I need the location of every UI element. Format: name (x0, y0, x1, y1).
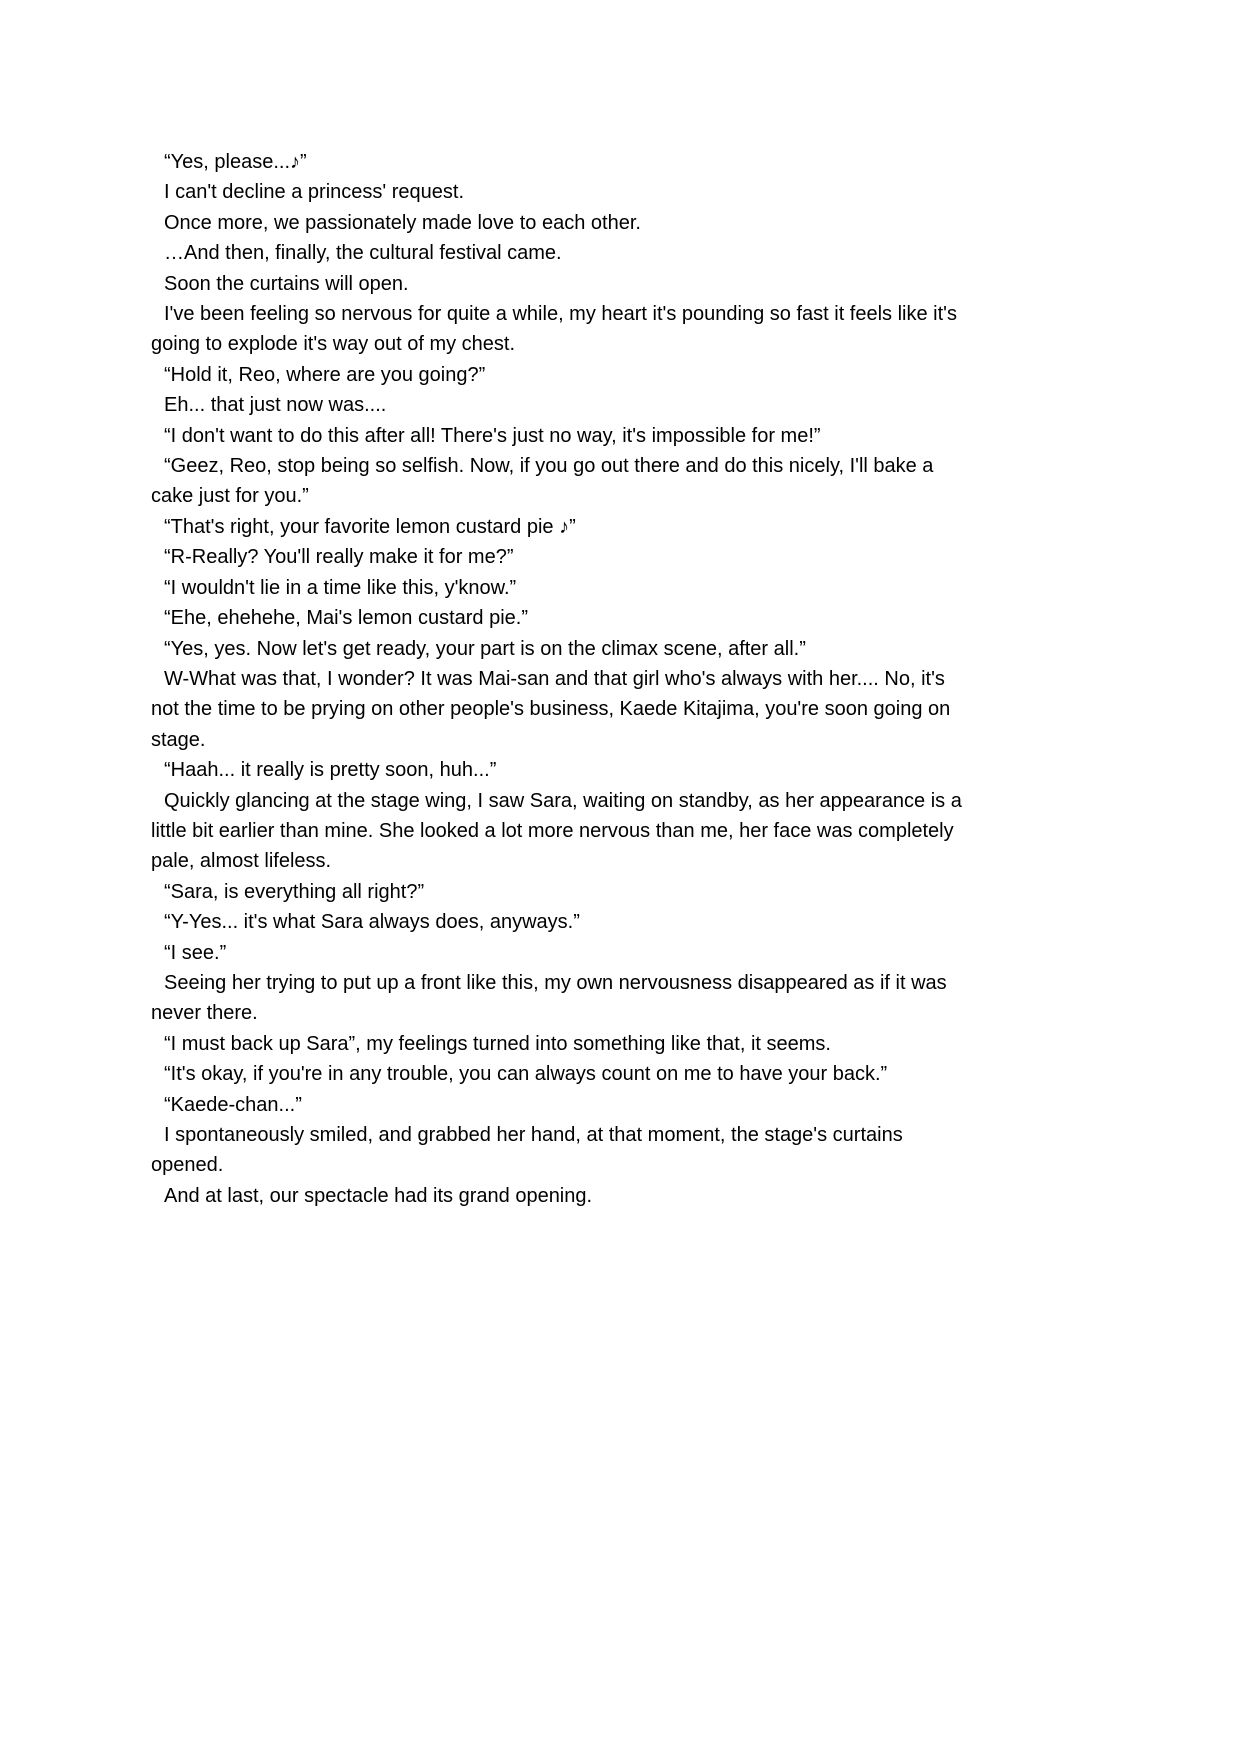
text-line: not the time to be prying on other people's business, Kaede Kitajima, you're soon going on (151, 698, 951, 721)
text-line: going to explode it's way out of my chest. (151, 333, 516, 356)
text-line: “Sara, is everything all right?” (164, 880, 425, 903)
text-line: I spontaneously smiled, and grabbed her hand, at that moment, the stage's curtains (164, 1124, 903, 1146)
text-line: “I don't want to do this after all! There's just no way, it's impossible for me!” (164, 424, 821, 447)
text-line: “I wouldn't lie in a time like this, y'know.” (164, 576, 517, 599)
text-line: “Yes, please...♪” (164, 151, 307, 173)
text-line: Eh... that just now was.... (164, 394, 387, 417)
text-line: “I must back up Sara”, my feelings turned into something like that, it seems. (164, 1032, 831, 1055)
text-line: “Y-Yes... it's what Sara always does, anyways.” (164, 911, 580, 934)
text-line: Once more, we passionately made love to each other. (164, 211, 641, 234)
text-line: cake just for you.” (151, 485, 309, 508)
text-line: And at last, our spectacle had its grand opening. (164, 1184, 593, 1207)
text-line: “It's okay, if you're in any trouble, you can always count on me to have your back.” (164, 1063, 888, 1086)
text-line: “That's right, your favorite lemon custard pie ♪” (164, 515, 576, 538)
text-line: Quickly glancing at the stage wing, I saw Sara, waiting on standby, as her appearance is a (164, 789, 962, 812)
document-page (151, 147, 1091, 1211)
text-line: “Yes, yes. Now let's get ready, your part is on the climax scene, after all.” (164, 637, 806, 660)
text-line: “Ehe, ehehehe, Mai's lemon custard pie.” (164, 607, 529, 630)
text-line: pale, almost lifeless. (151, 850, 332, 873)
text-line: little bit earlier than mine. She looked a lot more nervous than me, her face was completely (151, 819, 954, 842)
text-line: I've been feeling so nervous for quite a while, my heart it's pounding so fast it feels like it's (164, 303, 957, 326)
text-line: stage. (151, 728, 206, 751)
text-line: “R-Really? You'll really make it for me?” (164, 546, 514, 569)
text-line: W-What was that, I wonder? It was Mai-san and that girl who's always with her.... No, it's (164, 667, 945, 690)
text-line: …And then, finally, the cultural festival came. (164, 242, 562, 265)
text-line: never there. (151, 1002, 258, 1025)
text-line: Soon the curtains will open. (164, 272, 409, 295)
text-line: “Kaede-chan...” (164, 1093, 302, 1116)
text-line: “Hold it, Reo, where are you going?” (164, 363, 486, 386)
text-line: I can't decline a princess' request. (164, 181, 465, 204)
text-line: Seeing her trying to put up a front like this, my own nervousness disappeared as if it was (164, 971, 947, 994)
text-line: “Geez, Reo, stop being so selfish. Now, if you go out there and do this nicely, I'll bake a (164, 455, 934, 478)
text-line: “Haah... it really is pretty soon, huh...” (164, 759, 497, 782)
text-line: “I see.” (164, 941, 227, 964)
text-line: opened. (151, 1154, 224, 1177)
